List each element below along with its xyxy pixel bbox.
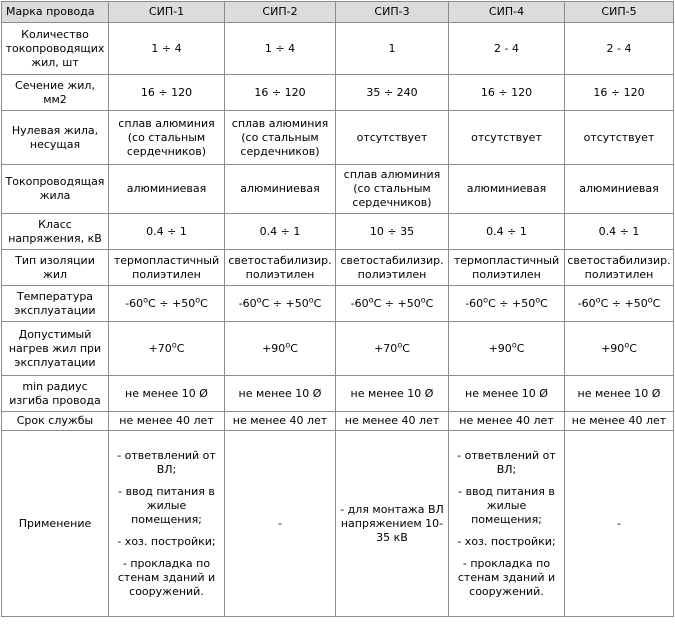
table-cell: $-60^оС \div +50^оС$ <box>565 286 674 322</box>
table-row-conductor <box>2 165 674 214</box>
application-item: - прокладка по стенам зданий и сооружений. <box>117 556 216 598</box>
table-cell: не менее 40 лет <box>449 412 565 431</box>
table-row-heating <box>2 322 674 376</box>
table-cell: $-60^оС \div +50^оС$ <box>336 286 449 322</box>
table-cell: сплав алюминия (со стальным сердечников) <box>109 111 225 165</box>
application-item: - ввод питания в жилые помещения; <box>118 484 215 526</box>
table-cell: не менее 40 лет <box>565 412 674 431</box>
table-cell: не менее 10 Ø <box>449 376 565 412</box>
table-cell: алюминиевая <box>449 165 565 214</box>
application-sip5: - <box>565 431 674 617</box>
application-sip1 <box>109 431 225 617</box>
table-cell: 16 ÷ 120 <box>225 75 336 111</box>
row-label: Токопроводящая жила <box>2 165 109 214</box>
table-cell: $+90^оС$ <box>565 322 674 376</box>
table-cell: 16 ÷ 120 <box>449 75 565 111</box>
application-sip4 <box>449 431 565 617</box>
table-cell: 1 ÷ 4 <box>109 23 225 75</box>
row-label: Сечение жил, мм2 <box>2 75 109 111</box>
table-cell: сплав алюминия (со стальным сердечников) <box>336 165 449 214</box>
row-label: Допустимый нагрев жил при эксплуатации <box>2 322 109 376</box>
wire-spec-table <box>1 1 674 617</box>
table-cell: не менее 10 Ø <box>336 376 449 412</box>
table-cell: $+90^оС$ <box>449 322 565 376</box>
table-cell: $+90^оС$ <box>225 322 336 376</box>
table-cell: $-60^оС \div +50^оС$ <box>225 286 336 322</box>
header-label: Марка провода <box>2 2 109 23</box>
table-cell: $+70^оС$ <box>336 322 449 376</box>
table-cell: $+70^оС$ <box>109 322 225 376</box>
application-item: - хоз. постройки; <box>457 534 556 548</box>
table-cell: не менее 10 Ø <box>565 376 674 412</box>
table-cell: алюминиевая <box>225 165 336 214</box>
table-cell: светостабилизир. полиэтилен <box>565 250 674 286</box>
table-cell: $-60^оС \div +50^оС$ <box>109 286 225 322</box>
row-label: Нулевая жила, несущая <box>2 111 109 165</box>
table-cell: отсутствует <box>449 111 565 165</box>
table-cell: не менее 40 лет <box>109 412 225 431</box>
table-row-cross-section <box>2 75 674 111</box>
table-cell: 2 - 4 <box>449 23 565 75</box>
table-row-application <box>2 431 674 617</box>
table-cell: светостабилизир. полиэтилен <box>225 250 336 286</box>
table-cell: 10 ÷ 35 <box>336 214 449 250</box>
table-cell: сплав алюминия (со стальным сердечников) <box>225 111 336 165</box>
row-label: Класс напряжения, кВ <box>2 214 109 250</box>
application-item: - ответвлений от ВЛ; <box>457 448 556 476</box>
table-cell: отсутствует <box>336 111 449 165</box>
application-sip2: - <box>225 431 336 617</box>
table-cell: 35 ÷ 240 <box>336 75 449 111</box>
table-cell: 16 ÷ 120 <box>109 75 225 111</box>
header-sip5: СИП-5 <box>565 2 674 23</box>
table-row-temperature <box>2 286 674 322</box>
table-cell: термопластичный полиэтилен <box>449 250 565 286</box>
table-row-conductor-count <box>2 23 674 75</box>
application-item: - ввод питания в жилые помещения; <box>458 484 555 526</box>
row-label: min радиус изгиба провода <box>2 376 109 412</box>
table-cell: 0.4 ÷ 1 <box>109 214 225 250</box>
table-cell: 16 ÷ 120 <box>565 75 674 111</box>
application-item: - ответвлений от ВЛ; <box>117 448 216 476</box>
table-cell: не менее 40 лет <box>225 412 336 431</box>
table-cell: не менее 10 Ø <box>225 376 336 412</box>
table-cell: отсутствует <box>565 111 674 165</box>
table-row-service-life <box>2 412 674 431</box>
table-row-voltage-class <box>2 214 674 250</box>
table-row-insulation <box>2 250 674 286</box>
table-cell: алюминиевая <box>565 165 674 214</box>
header-row <box>2 2 674 23</box>
application-item: - прокладка по стенам зданий и сооружений. <box>457 556 556 598</box>
table-row-neutral-core <box>2 111 674 165</box>
row-label: Применение <box>2 431 109 617</box>
header-sip4: СИП-4 <box>449 2 565 23</box>
table-row-bend-radius <box>2 376 674 412</box>
table-cell: 0.4 ÷ 1 <box>565 214 674 250</box>
header-sip1: СИП-1 <box>109 2 225 23</box>
table-cell: не менее 40 лет <box>336 412 449 431</box>
application-sip3: - для монтажа ВЛ напряжением 10-35 кВ <box>336 431 449 617</box>
table-cell: 2 - 4 <box>565 23 674 75</box>
table-cell: $-60^оС \div +50^оС$ <box>449 286 565 322</box>
table-cell: 0.4 ÷ 1 <box>449 214 565 250</box>
table-cell: 0.4 ÷ 1 <box>225 214 336 250</box>
row-label: Количество токопроводящих жил, шт <box>2 23 109 75</box>
row-label: Температура эксплуатации <box>2 286 109 322</box>
row-label: Срок службы <box>2 412 109 431</box>
row-label: Тип изоляции жил <box>2 250 109 286</box>
table-cell: 1 <box>336 23 449 75</box>
table-cell: алюминиевая <box>109 165 225 214</box>
table-cell: не менее 10 Ø <box>109 376 225 412</box>
application-item: - хоз. постройки; <box>117 534 216 548</box>
table-cell: термопластичный полиэтилен <box>109 250 225 286</box>
table-cell: 1 ÷ 4 <box>225 23 336 75</box>
header-sip3: СИП-3 <box>336 2 449 23</box>
table-cell: светостабилизир. полиэтилен <box>336 250 449 286</box>
header-sip2: СИП-2 <box>225 2 336 23</box>
